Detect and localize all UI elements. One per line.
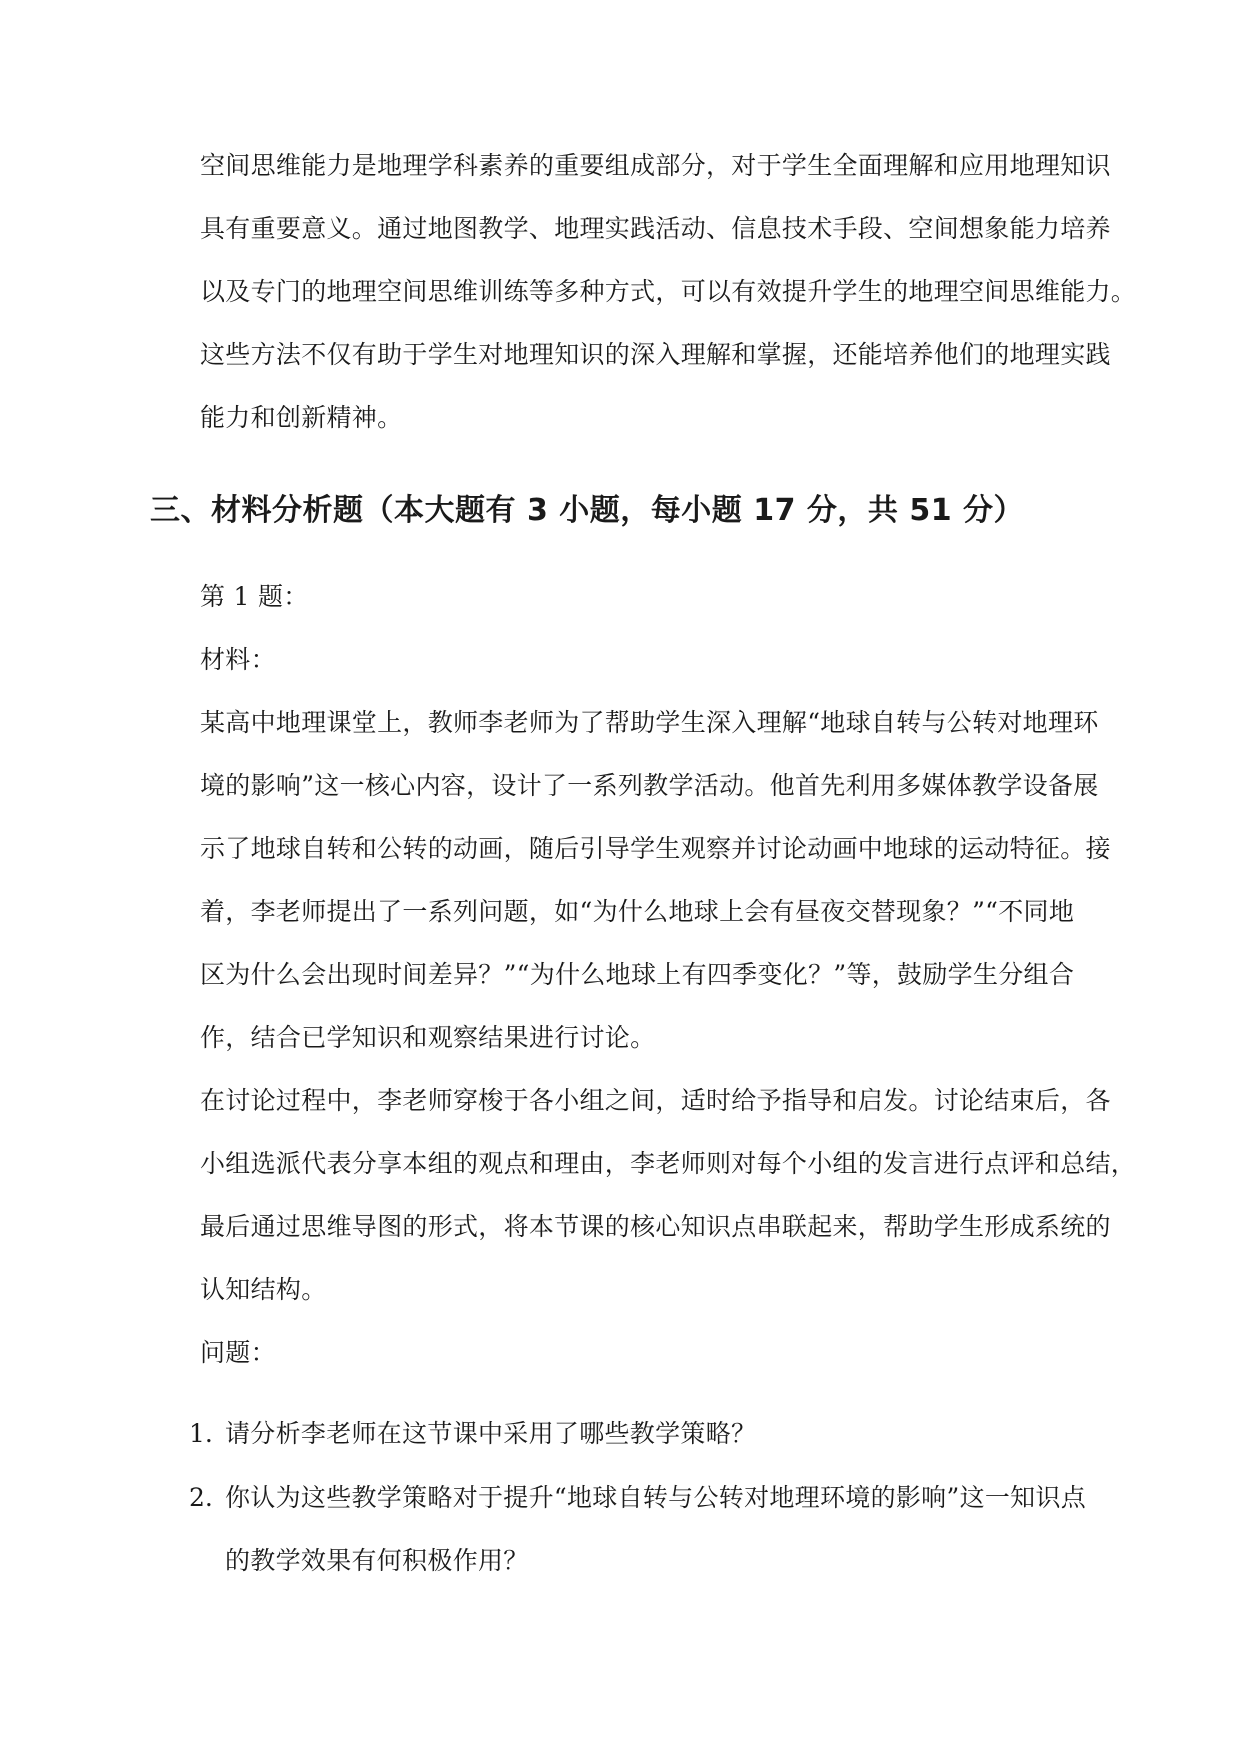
material-line: 区为什么会出现时间差异？”“为什么地球上有四季变化？”等，鼓励学生分组合 [200, 960, 1075, 989]
material-line: 境的影响”这一核心内容，设计了一系列教学活动。他首先利用多媒体教学设备展 [200, 771, 1099, 800]
question-label: 第 1 题： [200, 582, 309, 611]
material-line: 小组选派代表分享本组的观点和理由，李老师则对每个小组的发言进行点评和总结， [200, 1149, 1137, 1178]
material-line: 作，结合已学知识和观察结果进行讨论。 [200, 1023, 656, 1052]
intro-line: 以及专门的地理空间思维训练等多种方式，可以有效提升学生的地理空间思维能力。 [200, 277, 1137, 306]
question-number: 2. [189, 1483, 213, 1512]
intro-line: 能力和创新精神。 [200, 403, 403, 432]
material-line: 在讨论过程中，李老师穿梭于各小组之间，适时给予指导和启发。讨论结束后，各 [200, 1086, 1111, 1115]
intro-line: 这些方法不仅有助于学生对地理知识的深入理解和掌握，还能培养他们的地理实践 [200, 340, 1111, 369]
material-line: 着，李老师提出了一系列问题，如“为什么地球上会有昼夜交替现象？”“不同地 [200, 897, 1075, 926]
material-line: 示了地球自转和公转的动画，随后引导学生观察并讨论动画中地球的运动特征。接 [200, 834, 1111, 863]
intro-line: 具有重要意义。通过地图教学、地理实践活动、信息技术手段、空间想象能力培养 [200, 214, 1111, 243]
question-number: 1. [189, 1419, 213, 1448]
material-line: 某高中地理课堂上，教师李老师为了帮助学生深入理解“地球自转与公转对地理环 [200, 708, 1099, 737]
material-line: 最后通过思维导图的形式，将本节课的核心知识点串联起来，帮助学生形成系统的 [200, 1212, 1111, 1241]
questions-label: 问题： [200, 1338, 276, 1367]
question-text: 你认为这些教学策略对于提升“地球自转与公转对地理环境的影响”这一知识点 [225, 1483, 1087, 1512]
material-line: 认知结构。 [200, 1275, 327, 1304]
material-label: 材料： [200, 645, 276, 674]
intro-line: 空间思维能力是地理学科素养的重要组成部分，对于学生全面理解和应用地理知识 [200, 151, 1111, 180]
section-heading: 三、材料分析题（本大题有 3 小题，每小题 17 分，共 51 分） [150, 493, 1025, 528]
question-text: 请分析李老师在这节课中采用了哪些教学策略？ [225, 1419, 757, 1448]
question-text: 的教学效果有何积极作用？ [225, 1546, 529, 1575]
